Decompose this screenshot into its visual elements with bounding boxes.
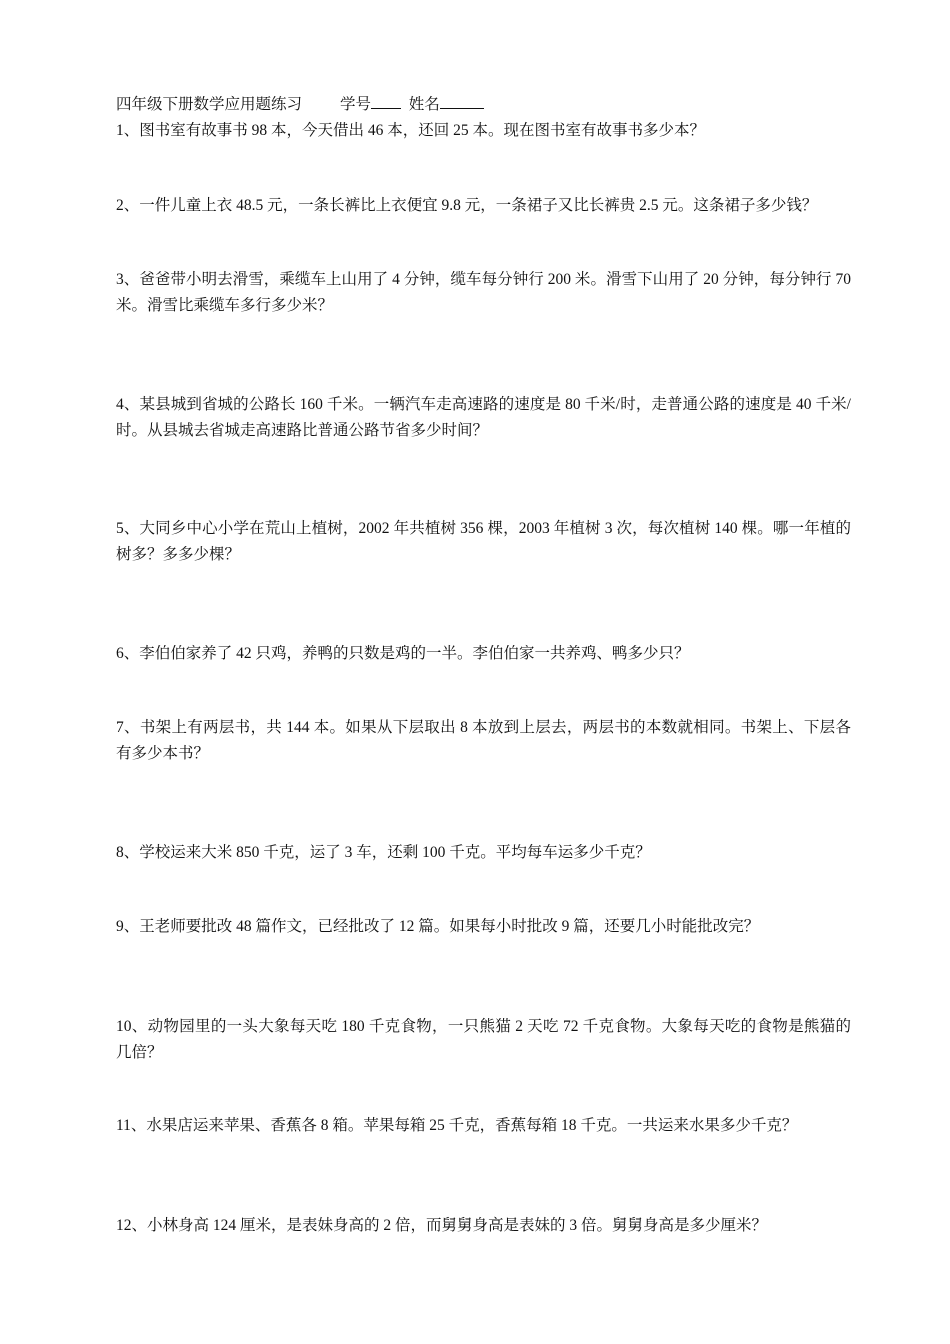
question-9: 9、王老师要批改 48 篇作文，已经批改了 12 篇。如果每小时批改 9 篇，还要几小时能批改完？ xyxy=(116,918,760,935)
name-blank[interactable] xyxy=(440,94,484,109)
question-4: 4、某县城到省城的公路长 160 千米。一辆汽车走高速路的速度是 80 千米/时，走普通公路的速度是 40 千米/时。从县城去省城走高速路比普通公路节省多少时间？ xyxy=(116,396,851,439)
question-3: 3、爸爸带小明去滑雪，乘缆车上山用了 4 分钟，缆车每分钟行 200 米。滑雪下山用了 20 分钟，每分钟行 70 米。滑雪比乘缆车多行多少米？ xyxy=(116,271,851,314)
question-1: 1、图书室有故事书 98 本，今天借出 46 本，还回 25 本。现在图书室有故事书多少本？ xyxy=(116,122,706,139)
question-7: 7、书架上有两层书，共 144 本。如果从下层取出 8 本放到上层去，两层书的本数就相同。书架上、下层各有多少本书？ xyxy=(116,719,851,762)
name-label: 姓名 xyxy=(408,96,440,113)
worksheet-header xyxy=(116,94,484,116)
question-8: 8、学校运来大米 850 千克，运了 3 车，还剩 100 千克。平均每车运多少千克？ xyxy=(116,844,651,861)
question-5: 5、大同乡中心小学在荒山上植树，2002 年共植树 356 棵，2003 年植树 3 次，每次植树 140 棵。哪一年植的树多？多多少棵？ xyxy=(116,520,851,563)
worksheet-title: 四年级下册数学应用题练习 xyxy=(116,96,303,113)
question-2: 2、一件儿童上衣 48.5 元，一条长裤比上衣便宜 9.8 元，一条裙子又比长裤贵 2.5 元。这条裙子多少钱？ xyxy=(116,197,818,214)
question-12: 12、小林身高 124 厘米，是表妹身高的 2 倍，而舅舅身高是表妹的 3 倍。舅舅身高是多少厘米？ xyxy=(116,1217,768,1234)
question-6: 6、李伯伯家养了 42 只鸡，养鸭的只数是鸡的一半。李伯伯家一共养鸡、鸭多少只？ xyxy=(116,645,690,662)
student-id-label: 学号 xyxy=(340,96,372,113)
question-10: 10、动物园里的一头大象每天吃 180 千克食物，一只熊猫 2 天吃 72 千克食物。大象每天吃的食物是熊猫的几倍？ xyxy=(116,1018,851,1061)
question-11: 11、水果店运来苹果、香蕉各 8 箱。苹果每箱 25 千克，香蕉每箱 18 千克。一共运来水果多少千克？ xyxy=(116,1117,798,1134)
student-id-blank[interactable] xyxy=(371,94,401,109)
